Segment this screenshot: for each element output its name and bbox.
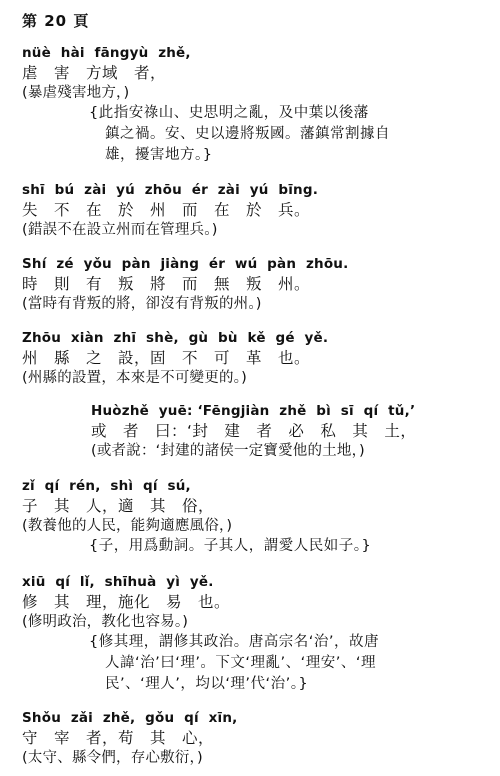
chinese-line: 時 則 有 叛 將 而 無 叛 州。 bbox=[22, 275, 311, 293]
chinese-line: 州 縣 之 設，固 不 可 革 也。 bbox=[22, 349, 311, 367]
pinyin-line: shī bú zài yú zhōu ér zài yú bīng. bbox=[22, 182, 319, 198]
translation-line: (修明政治，教化也容易。) bbox=[22, 614, 189, 630]
pinyin-line: xiū qí lǐ, shīhuà yì yě. bbox=[22, 574, 214, 590]
chinese-line: 守 宰 者，苟 其 心， bbox=[22, 729, 215, 747]
note-line: 雄，擾害地方。} bbox=[105, 147, 213, 163]
note-line: 民’、‘理人’，均以‘理’代‘治’。} bbox=[105, 676, 309, 692]
page-number-label: 第 20 頁 bbox=[22, 12, 90, 30]
note-line: 人諱‘治’曰‘理’。下文‘理亂’、‘理安’、‘理 bbox=[105, 655, 376, 671]
pinyin-line: Huòzhě yuē: ‘Fēngjiàn zhě bì sī qí tǔ,’ bbox=[91, 403, 416, 419]
pinyin-line: Zhōu xiàn zhī shè, gù bù kě gé yě. bbox=[22, 330, 329, 346]
note-line: {子，用爲動詞。子其人，謂愛人民如子。} bbox=[89, 538, 372, 554]
translation-line: (州縣的設置，本來是不可變更的。) bbox=[22, 370, 247, 386]
note-line: {此指安祿山、史思明之亂，及中葉以後藩 bbox=[89, 105, 369, 121]
chinese-line: 或 者 曰：‘封 建 者 必 私 其 土， bbox=[91, 422, 417, 440]
note-line: {修其理，謂修其政治。唐高宗名‘治’，故唐 bbox=[89, 634, 379, 650]
pinyin-line: nüè hài fāngyù zhě, bbox=[22, 45, 191, 61]
note-line: 鎮之禍。安、史以邊將叛國。藩鎮常割據自 bbox=[105, 126, 390, 142]
pinyin-line: Shǒu zǎi zhě, gǒu qí xīn, bbox=[22, 710, 238, 726]
translation-line: (暴虐殘害地方，) bbox=[22, 85, 130, 101]
pinyin-line: zǐ qí rén, shì qí sú, bbox=[22, 478, 191, 494]
chinese-line: 子 其 人，適 其 俗， bbox=[22, 497, 215, 515]
translation-line: (教養他的人民，能夠適應風俗，) bbox=[22, 518, 233, 534]
translation-line: (太守、縣令們，存心敷衍，) bbox=[22, 750, 203, 766]
chinese-line: 失 不 在 於 州 而 在 於 兵。 bbox=[22, 201, 311, 219]
translation-line: (或者說：‘封建的諸侯一定寶愛他的土地，) bbox=[91, 443, 365, 459]
translation-line: (當時有背叛的將，卻沒有背叛的州。) bbox=[22, 296, 262, 312]
pinyin-line: Shí zé yǒu pàn jiàng ér wú pàn zhōu. bbox=[22, 256, 349, 272]
chinese-line: 修 其 理，施化 易 也。 bbox=[22, 593, 231, 611]
chinese-line: 虐 害 方域 者， bbox=[22, 64, 167, 82]
translation-line: (錯誤不在設立州而在管理兵。) bbox=[22, 222, 218, 238]
